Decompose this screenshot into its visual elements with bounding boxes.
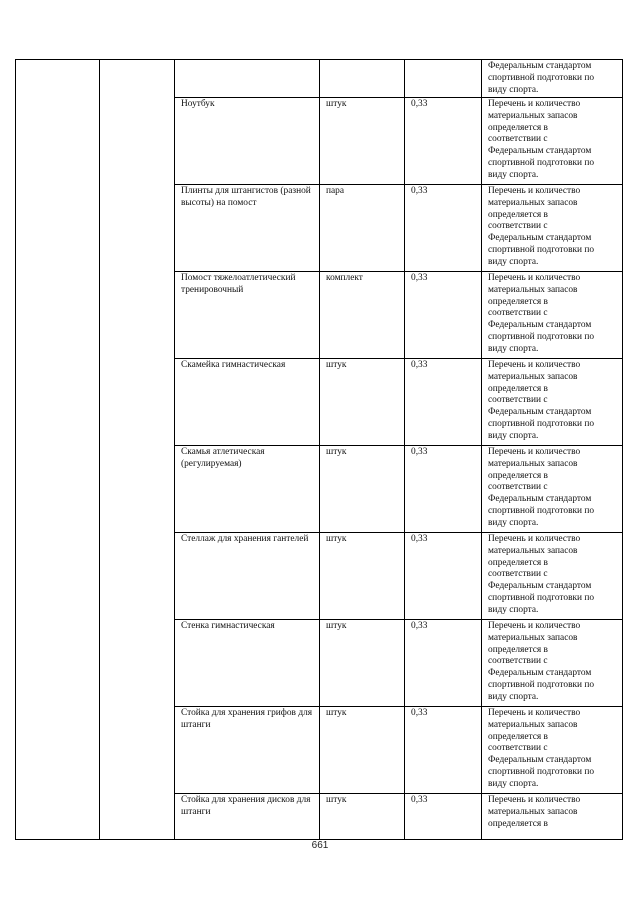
note-cell — [482, 619, 623, 706]
item-name-cell: Стойка для хранения дисков для штанги — [175, 793, 320, 839]
note-line: виду спорта. — [488, 431, 539, 442]
unit-cell: штук — [320, 619, 405, 706]
note-line: Федеральным стандартом — [488, 233, 592, 244]
unit-cell: пара — [320, 184, 405, 271]
note-line: спортивной подготовки по — [488, 593, 595, 604]
note-line: определяется в — [488, 644, 548, 655]
quantity-cell: 0,33 — [405, 532, 482, 619]
item-name-cell: Скамейка гимнастическая — [175, 358, 320, 445]
item-name-cell — [175, 60, 320, 98]
note-line: виду спорта. — [488, 170, 539, 181]
quantity-cell: 0,33 — [405, 793, 482, 839]
item-name-cell: Помост тяжелоатлетический тренировочный — [175, 271, 320, 358]
item-name-cell: Стеллаж для хранения гантелей — [175, 532, 320, 619]
unit-cell: штук — [320, 445, 405, 532]
note-line: Перечень и количество — [488, 446, 581, 457]
note-cell — [482, 532, 623, 619]
note-line: спортивной подготовки по — [488, 332, 595, 343]
quantity-cell: 0,33 — [405, 184, 482, 271]
note-line: Федеральным стандартом — [488, 581, 592, 592]
note-line: Перечень и количество — [488, 794, 581, 805]
note-line: виду спорта. — [488, 779, 539, 790]
note-line: определяется в — [488, 731, 548, 742]
merged-cell-first — [16, 60, 100, 840]
note-cell — [482, 445, 623, 532]
note-line: виду спорта. — [488, 605, 539, 616]
note-line: определяется в — [488, 818, 548, 829]
note-line: соответствии с — [488, 308, 548, 319]
equipment-table — [15, 59, 623, 840]
merged-cell-second — [100, 60, 175, 840]
unit-cell — [320, 60, 405, 98]
note-line: определяется в — [488, 557, 548, 568]
note-line: Перечень и количество — [488, 620, 581, 631]
note-line: Федеральным стандартом — [488, 494, 592, 505]
note-line: Перечень и количество — [488, 185, 581, 196]
note-line: Перечень и количество — [488, 533, 581, 544]
note-cell — [482, 706, 623, 793]
quantity-cell: 0,33 — [405, 619, 482, 706]
unit-cell: штук — [320, 532, 405, 619]
note-line: определяется в — [488, 296, 548, 307]
item-name-cell: Стойка для хранения грифов для штанги — [175, 706, 320, 793]
note-line: виду спорта. — [488, 344, 539, 355]
note-line: спортивной подготовки по — [488, 680, 595, 691]
note-line: спортивной подготовки по — [488, 506, 595, 517]
note-line: Перечень и количество — [488, 707, 581, 718]
unit-cell: штук — [320, 706, 405, 793]
note-line: спортивной подготовки по — [488, 72, 595, 83]
quantity-cell: 0,33 — [405, 358, 482, 445]
note-line: спортивной подготовки по — [488, 767, 595, 778]
quantity-cell: 0,33 — [405, 706, 482, 793]
note-cell — [482, 97, 623, 184]
note-cell — [482, 793, 623, 839]
note-line: материальных запасов — [488, 632, 578, 643]
quantity-cell: 0,33 — [405, 271, 482, 358]
note-line: Перечень и количество — [488, 272, 581, 283]
note-line: определяется в — [488, 383, 548, 394]
item-name-cell: Ноутбук — [175, 97, 320, 184]
note-line: Федеральным стандартом — [488, 668, 592, 679]
note-line: спортивной подготовки по — [488, 245, 595, 256]
note-line: материальных запасов — [488, 284, 578, 295]
unit-cell: штук — [320, 97, 405, 184]
note-cell — [482, 271, 623, 358]
note-line: соответствии с — [488, 743, 548, 754]
note-line: Перечень и количество — [488, 98, 581, 109]
note-cell — [482, 184, 623, 271]
note-cell — [482, 60, 623, 98]
note-line: Федеральным стандартом — [488, 755, 592, 766]
note-line: материальных запасов — [488, 545, 578, 556]
note-line: материальных запасов — [488, 719, 578, 730]
note-line: Федеральным стандартом — [488, 407, 592, 418]
note-line: виду спорта. — [488, 518, 539, 529]
note-line: Федеральным стандартом — [488, 61, 592, 71]
note-cell — [482, 358, 623, 445]
note-line: определяется в — [488, 209, 548, 220]
note-line: виду спорта. — [488, 84, 539, 95]
table-body — [16, 60, 623, 840]
note-line: Федеральным стандартом — [488, 146, 592, 157]
quantity-cell: 0,33 — [405, 97, 482, 184]
note-line: материальных запасов — [488, 371, 578, 382]
note-line: Перечень и количество — [488, 359, 581, 370]
note-line: материальных запасов — [488, 110, 578, 121]
note-line: соответствии с — [488, 134, 548, 145]
quantity-cell: 0,33 — [405, 445, 482, 532]
quantity-cell — [405, 60, 482, 98]
note-line: спортивной подготовки по — [488, 158, 595, 169]
item-name-cell: Стенка гимнастическая — [175, 619, 320, 706]
note-line: соответствии с — [488, 221, 548, 232]
note-line: виду спорта. — [488, 692, 539, 703]
note-line: Федеральным стандартом — [488, 320, 592, 331]
unit-cell: штук — [320, 358, 405, 445]
page-number: 661 — [311, 840, 329, 851]
note-line: соответствии с — [488, 482, 548, 493]
note-line: спортивной подготовки по — [488, 419, 595, 430]
note-line: соответствии с — [488, 656, 548, 667]
item-name-cell: Плинты для штангистов (разной высоты) на помост — [175, 184, 320, 271]
note-line: виду спорта. — [488, 257, 539, 268]
unit-cell: штук — [320, 793, 405, 839]
note-line: материальных запасов — [488, 197, 578, 208]
table-row — [16, 60, 623, 98]
note-line: материальных запасов — [488, 806, 578, 817]
item-name-cell: Скамья атлетическая (регулируемая) — [175, 445, 320, 532]
note-line: материальных запасов — [488, 458, 578, 469]
note-line: соответствии с — [488, 395, 548, 406]
unit-cell: комплект — [320, 271, 405, 358]
note-line: соответствии с — [488, 569, 548, 580]
note-line: определяется в — [488, 122, 548, 133]
note-line: определяется в — [488, 470, 548, 481]
